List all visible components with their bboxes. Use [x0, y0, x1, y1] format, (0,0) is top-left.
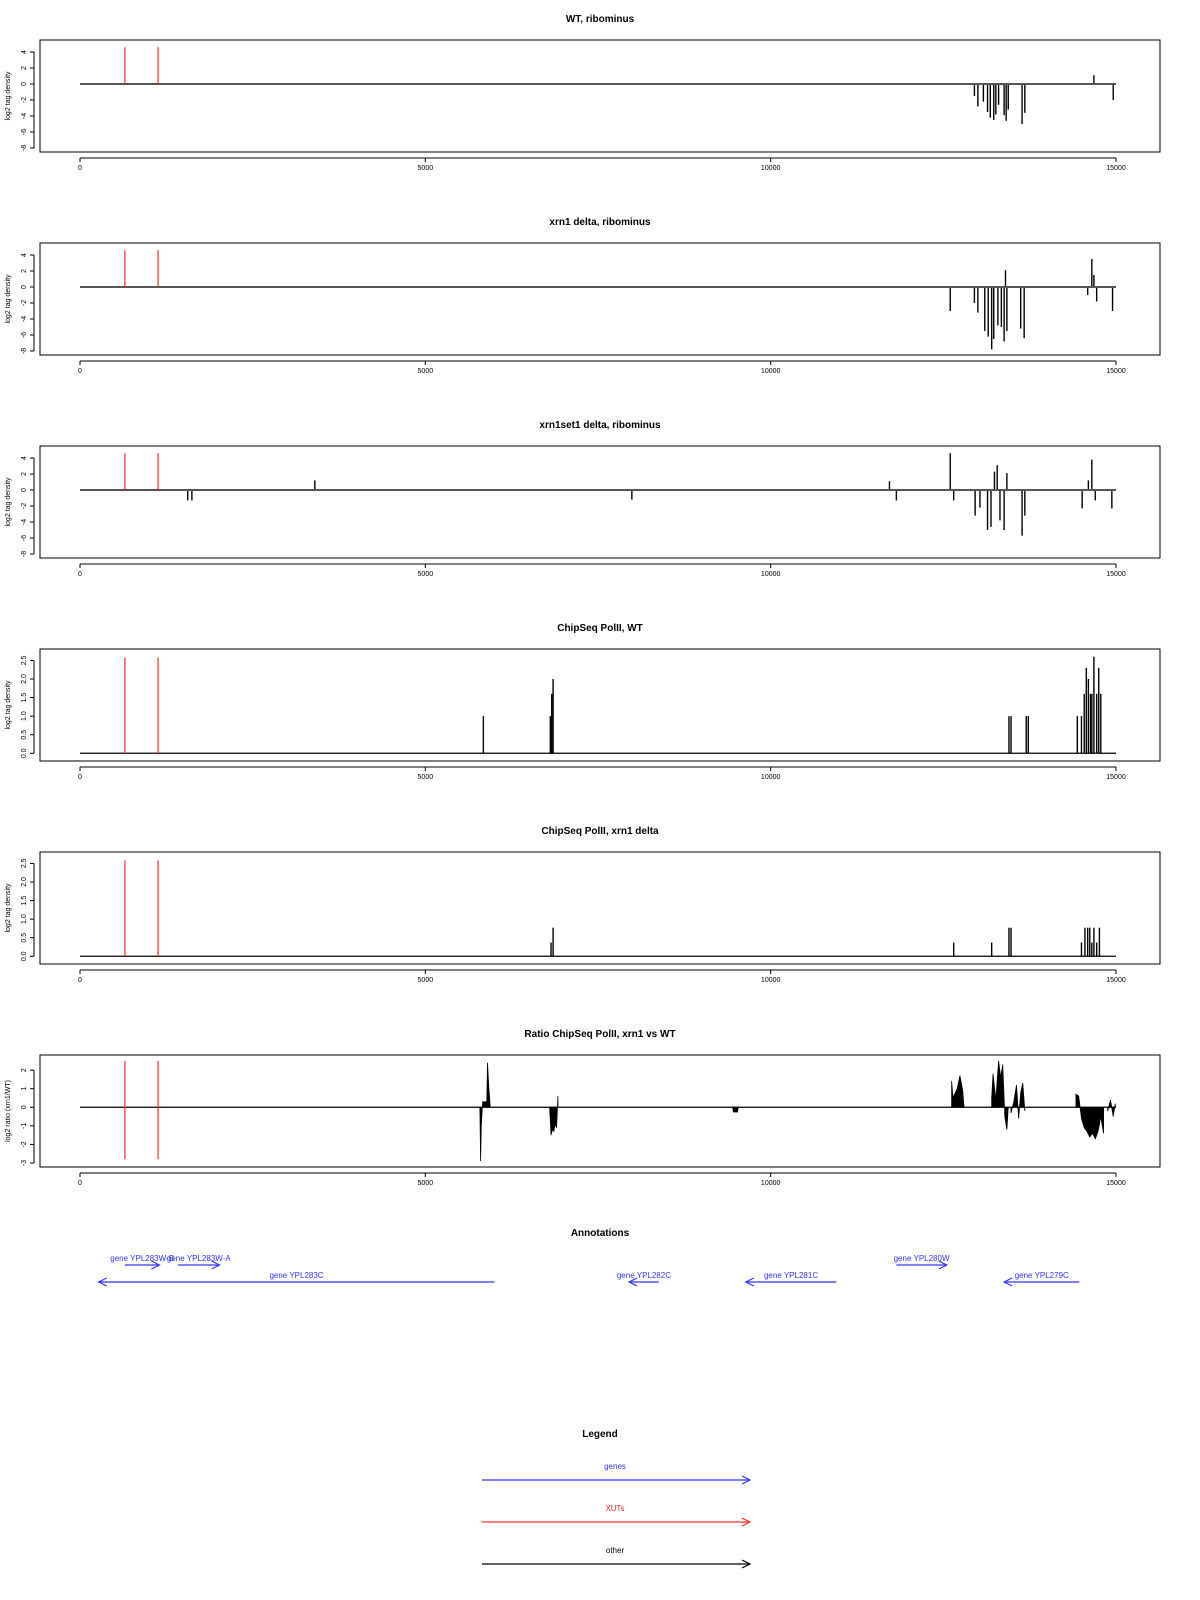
- chart-panel-2: [5, 217, 1160, 375]
- y-tick-label: 1.0: [21, 711, 28, 722]
- gene-feature: [894, 1254, 950, 1269]
- gene-feature: [110, 1254, 174, 1269]
- y-axis-label: log2 tag density: [5, 477, 12, 527]
- y-tick-label: -4: [21, 315, 28, 323]
- chart-panel-5: [5, 826, 1160, 984]
- x-tick-label: 10000: [760, 368, 781, 375]
- gene-label: gene YPL281C: [763, 1271, 819, 1280]
- y-tick-label: 0: [21, 285, 28, 289]
- chart-title: xrn1set1 delta, ribominus: [539, 420, 661, 431]
- y-tick-label: -6: [21, 534, 28, 542]
- x-tick-label: 5000: [417, 774, 434, 781]
- y-tick-label: -8: [21, 347, 28, 355]
- ratio-segment: [992, 1061, 1009, 1130]
- y-tick-label: 0: [21, 488, 28, 492]
- gene-label: gene YPL283W-B: [110, 1254, 175, 1263]
- x-tick-label: 15000: [1106, 977, 1126, 984]
- gene-label: gene YPL283W-A: [166, 1254, 231, 1263]
- y-tick-label: 1.5: [21, 895, 28, 906]
- y-tick-label: 2: [21, 269, 28, 273]
- gene-label: gene YPL280W: [893, 1254, 950, 1263]
- ratio-segment: [1076, 1094, 1104, 1139]
- annotations-title: Annotations: [570, 1228, 630, 1239]
- gene-label: gene YPL283C: [269, 1271, 324, 1280]
- legend: [482, 1429, 750, 1568]
- chart-panel-4: [5, 623, 1160, 781]
- legend-label: genes: [604, 1462, 626, 1471]
- y-axis-label: log2 tag density: [5, 883, 12, 933]
- y-tick-label: 0.5: [21, 932, 28, 943]
- y-tick-label: 0.5: [21, 729, 28, 740]
- gene-feature: [746, 1271, 836, 1286]
- x-tick-label: 0: [78, 774, 82, 781]
- plot-frame: [40, 446, 1160, 558]
- y-tick-label: 2.0: [21, 674, 28, 684]
- x-tick-label: 5000: [417, 368, 434, 375]
- ratio-segment: [550, 1096, 558, 1135]
- plot-frame: [40, 1055, 1160, 1167]
- y-axis-label: log2 tag density: [5, 71, 12, 121]
- y-axis-label: log2 tag density: [5, 274, 12, 324]
- y-tick-label: 0: [21, 82, 28, 86]
- y-tick-label: 1.5: [21, 692, 28, 703]
- x-tick-label: 15000: [1106, 1180, 1126, 1187]
- gene-feature: [99, 1271, 495, 1286]
- legend-item: [482, 1504, 750, 1526]
- y-axis-label: log2 tag density: [5, 680, 12, 730]
- x-tick-label: 5000: [417, 165, 434, 172]
- gene-feature: [167, 1254, 231, 1269]
- x-tick-label: 15000: [1106, 165, 1126, 172]
- y-tick-label: 1: [21, 1086, 28, 1091]
- legend-item: [482, 1546, 750, 1568]
- y-tick-label: 4: [21, 253, 28, 257]
- chart-title: WT, ribominus: [565, 14, 635, 25]
- chart-title: ChipSeq PolII, xrn1 delta: [541, 826, 659, 837]
- y-axis-label: log2 ratio (xrn1/WT): [5, 1080, 12, 1142]
- y-tick-label: -2: [21, 502, 28, 510]
- y-tick-label: 4: [21, 456, 28, 460]
- y-tick-label: 0.0: [21, 748, 28, 759]
- chart-panel-6: [5, 1029, 1160, 1187]
- plot-frame: [40, 649, 1160, 761]
- ratio-segment: [952, 1076, 964, 1108]
- y-tick-label: 0.0: [21, 951, 28, 962]
- y-tick-label: 2.0: [21, 877, 28, 887]
- y-tick-label: -2: [21, 96, 28, 104]
- x-tick-label: 5000: [417, 977, 434, 984]
- ratio-segment: [733, 1107, 739, 1112]
- gene-feature: [1004, 1271, 1079, 1286]
- legend-label: XUTs: [605, 1504, 625, 1513]
- y-tick-label: 4: [21, 50, 28, 54]
- y-tick-label: 1.0: [21, 914, 28, 925]
- y-tick-label: -4: [21, 112, 28, 120]
- y-tick-label: 2.5: [21, 858, 28, 869]
- x-tick-label: 5000: [417, 1180, 434, 1187]
- x-tick-label: 15000: [1106, 571, 1126, 578]
- y-tick-label: 2: [21, 1068, 28, 1073]
- y-tick-label: -2: [21, 1141, 28, 1148]
- plot-frame: [40, 40, 1160, 152]
- y-tick-label: -2: [21, 299, 28, 307]
- x-tick-label: 15000: [1106, 368, 1126, 375]
- x-tick-label: 10000: [760, 1180, 781, 1187]
- y-tick-label: -8: [21, 144, 28, 152]
- y-tick-label: -1: [21, 1122, 28, 1129]
- x-tick-label: 0: [78, 165, 82, 172]
- y-tick-label: -4: [21, 518, 28, 526]
- x-tick-label: 0: [78, 368, 82, 375]
- legend-label: other: [605, 1546, 625, 1555]
- ratio-segment: [480, 1063, 490, 1161]
- chart-title: Ratio ChipSeq PolII, xrn1 vs WT: [524, 1029, 676, 1040]
- x-tick-label: 10000: [760, 571, 781, 578]
- legend-title: Legend: [582, 1429, 618, 1440]
- y-tick-label: -6: [21, 331, 28, 339]
- x-tick-label: 0: [78, 1180, 82, 1187]
- chart-title: xrn1 delta, ribominus: [549, 217, 651, 228]
- x-tick-label: 10000: [760, 977, 781, 984]
- x-tick-label: 5000: [417, 571, 434, 578]
- annotations-panel: [99, 1228, 1080, 1286]
- legend-item: [482, 1462, 750, 1484]
- ratio-segment: [1108, 1100, 1116, 1117]
- gene-label: gene YPL282C: [616, 1271, 671, 1280]
- y-tick-label: 2: [21, 472, 28, 476]
- chart-panel-3: [5, 420, 1160, 578]
- y-tick-label: 2.5: [21, 655, 28, 666]
- x-tick-label: 0: [78, 977, 82, 984]
- y-tick-label: -3: [21, 1159, 28, 1167]
- gene-label: gene YPL279C: [1014, 1271, 1069, 1280]
- gene-feature: [617, 1271, 671, 1286]
- y-tick-label: -8: [21, 550, 28, 558]
- x-tick-label: 15000: [1106, 774, 1126, 781]
- y-tick-label: -6: [21, 128, 28, 136]
- x-tick-label: 0: [78, 571, 82, 578]
- chart-panel-1: [5, 14, 1160, 172]
- y-tick-label: 2: [21, 66, 28, 70]
- chart-title: ChipSeq PolII, WT: [557, 623, 643, 634]
- y-tick-label: 0: [21, 1105, 28, 1110]
- x-tick-label: 10000: [760, 774, 781, 781]
- ratio-segment: [1011, 1083, 1025, 1118]
- x-tick-label: 10000: [760, 165, 781, 172]
